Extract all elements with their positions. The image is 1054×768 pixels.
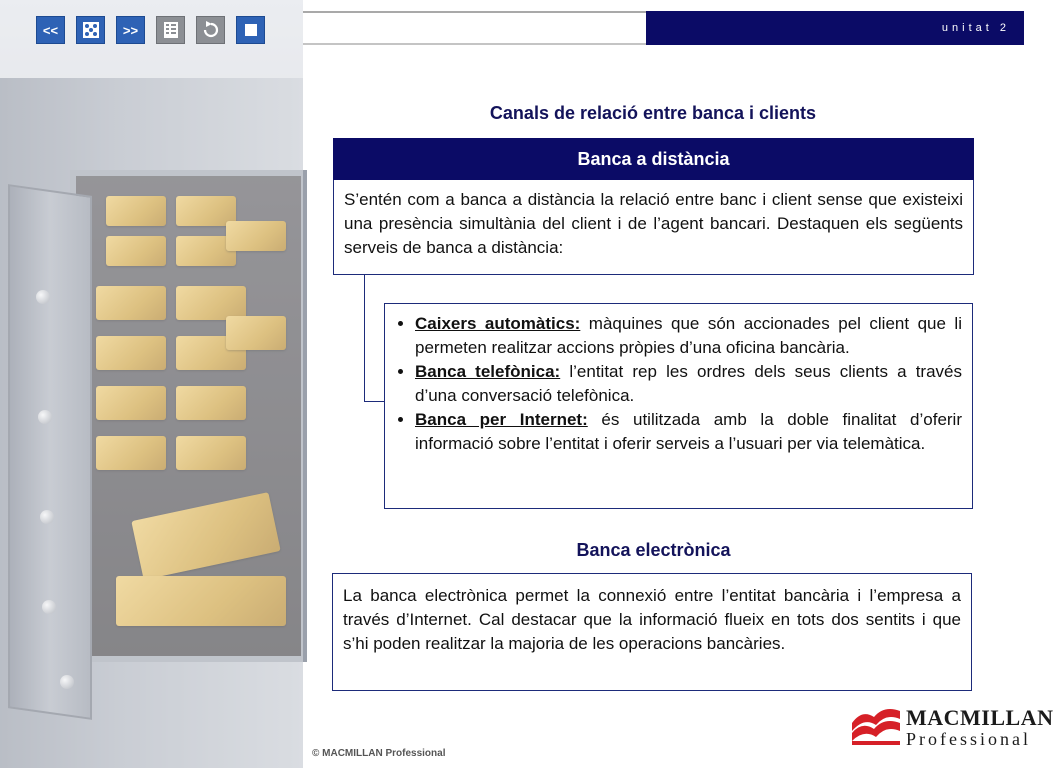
service-description: l’entitat rep les ordres dels seus clients a través d’una conversació telefònica. bbox=[415, 362, 963, 405]
undo-button[interactable] bbox=[196, 16, 225, 44]
safe-illustration bbox=[0, 0, 303, 768]
logo-main-text: MACMILLAN bbox=[906, 705, 1054, 730]
dice-icon bbox=[82, 21, 100, 39]
list-item bbox=[415, 408, 962, 456]
page-title: Canals de relació entre banca i clients bbox=[489, 103, 817, 123]
copyright: © MACMILLAN Professional bbox=[312, 748, 446, 759]
unit-header bbox=[646, 11, 1024, 45]
dice-button[interactable] bbox=[76, 16, 105, 44]
services-list bbox=[395, 312, 962, 456]
index-icon bbox=[163, 21, 179, 39]
stop-icon bbox=[244, 23, 258, 37]
electronic-banking-title: Banca electrònica bbox=[576, 540, 731, 560]
service-term: Banca per Internet: bbox=[415, 410, 588, 429]
logo-sub-text: Professional bbox=[906, 729, 1031, 749]
header-bar bbox=[303, 11, 646, 45]
unit-label: unitat 2 bbox=[941, 22, 1010, 34]
macmillan-flame-icon bbox=[850, 703, 902, 752]
list-item bbox=[415, 312, 962, 360]
electronic-banking-text: La banca electrònica permet la connexió entre l’entitat bancària i l’empresa a través d’Internet. Cal destacar que la informació flueix en tots dos sentits i que s’hi poden realitzar la majoria de les operacions bancàries. bbox=[332, 573, 972, 691]
connector-line bbox=[364, 275, 384, 402]
index-button[interactable] bbox=[156, 16, 185, 44]
stop-button[interactable] bbox=[236, 16, 265, 44]
service-description: és utilitzada amb la doble finalitat d’oferir informació sobre l’entitat i oferir serveis a l’usuari per via telemàtica. bbox=[415, 410, 962, 453]
service-term: Banca telefònica: bbox=[415, 362, 561, 381]
prev-button[interactable]: << bbox=[36, 16, 65, 44]
nav-toolbar bbox=[36, 16, 265, 44]
next-button[interactable]: >> bbox=[116, 16, 145, 44]
list-item bbox=[415, 360, 962, 408]
service-term: Caixers automàtics: bbox=[415, 314, 581, 333]
section-header-remote-banking: Banca a distància bbox=[333, 138, 974, 180]
services-box bbox=[384, 303, 973, 509]
macmillan-logo bbox=[850, 703, 1054, 752]
remote-banking-intro: S’entén com a banca a distància la relació entre banc i client sense que existeixi una presència simultània del client i de l’agent bancari. Destaquen els següents serveis de banca a distància: bbox=[333, 180, 974, 275]
service-description: màquines que són accionades pel client que li permeten realitzar accions pròpies d’una oficina bancària. bbox=[415, 314, 962, 357]
undo-icon bbox=[202, 21, 220, 39]
